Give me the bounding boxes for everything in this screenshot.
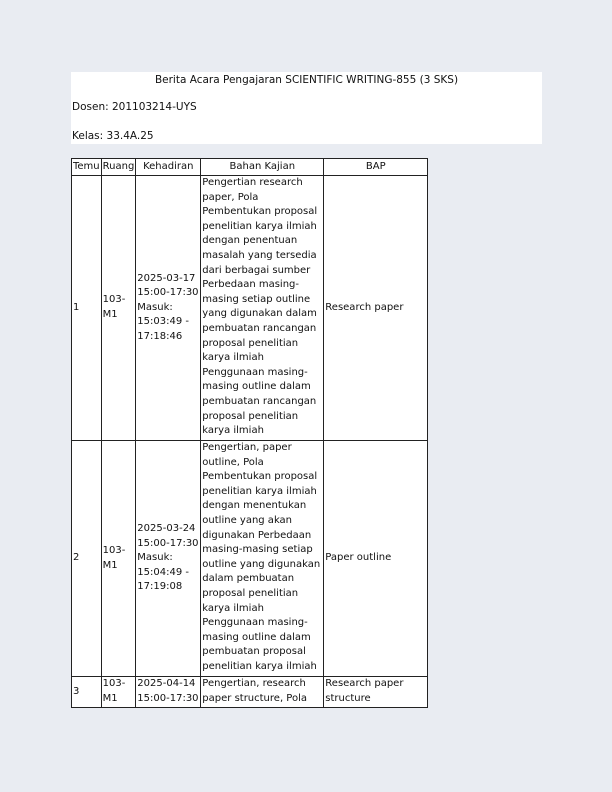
study-material: Pengertian research paper, Pola Pembentukan proposal penelitian karya ilmiah dengan penentuan masalah yang tersedia dari berbagai sumber Perbedaan masing-masing setiap outline yang digunakan dalam pembuatan rancangan proposal penelitian karya ilmiah Penggunaan masing-masing outline dalam pembuatan rancangan proposal penelitian karya ilmiah <box>201 176 324 441</box>
column-header-kehadiran: Kehadiran <box>136 159 201 176</box>
attendance <box>136 441 201 677</box>
column-header-temu: Temu <box>72 159 102 176</box>
table-row <box>72 176 428 441</box>
schedule: 2025-04-14 15:00-17:30 <box>137 678 199 704</box>
bap-summary: Research paper <box>324 176 428 441</box>
bap-summary-text: Research paper structure <box>325 678 404 704</box>
meeting-number: 3 <box>72 677 102 708</box>
room <box>101 677 136 708</box>
check-in: Masuk: 15:04:49 - 17:19:08 <box>137 552 189 593</box>
column-header-bap: BAP <box>324 159 428 176</box>
meeting-number: 1 <box>72 176 102 441</box>
room-label: 103-M1 <box>102 678 126 704</box>
teaching-log-table <box>71 158 428 708</box>
study-material-text: Pengertian, research paper structure, Pola <box>202 678 307 704</box>
table-header-row <box>72 159 428 176</box>
check-in: Masuk: 15:03:49 - 17:18:46 <box>137 301 189 342</box>
lecturer-info: Dosen: 201103214-UYS <box>72 101 197 113</box>
meeting-number: 2 <box>72 441 102 677</box>
study-material: Pengertian, paper outline, Pola Pembentukan proposal penelitian karya ilmiah dengan menentukan outline yang akan digunakan Perbedaan masing-masing setiap outline yang digunakan dalam pembuatan proposal penelitian karya ilmiah Penggunaan masing-masing outline dalam pembuatan proposal penelitian karya ilmiah <box>201 441 324 677</box>
bap-summary <box>324 677 428 708</box>
column-header-ruang: Ruang <box>101 159 136 176</box>
table-row <box>72 677 428 708</box>
attendance <box>136 176 201 441</box>
schedule: 2025-03-17 15:00-17:30 <box>137 272 199 299</box>
class-info: Kelas: 33.4A.25 <box>72 130 154 142</box>
room: 103-M1 <box>101 176 136 441</box>
report-header <box>71 72 542 144</box>
room: 103-M1 <box>101 441 136 677</box>
report-title: Berita Acara Pengajaran SCIENTIFIC WRITING-855 (3 SKS) <box>154 74 459 86</box>
column-header-bahan-kajian: Bahan Kajian <box>201 159 324 176</box>
bap-summary: Paper outline <box>324 441 428 677</box>
study-material <box>201 677 324 708</box>
schedule: 2025-03-24 15:00-17:30 <box>137 523 199 549</box>
table-row <box>72 441 428 677</box>
attendance <box>136 677 201 708</box>
